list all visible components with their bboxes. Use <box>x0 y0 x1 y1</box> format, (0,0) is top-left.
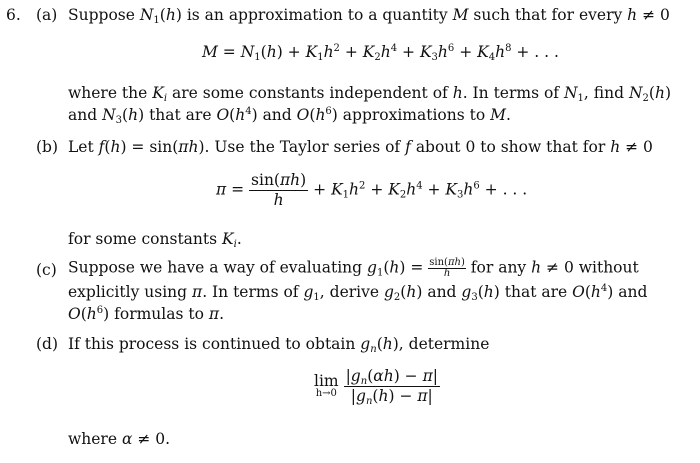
part-d-equation <box>314 367 440 408</box>
part-c-label: (c) <box>36 261 57 279</box>
part-d-fraction: $\frac{|g_n(\alpha h) - \pi|}{|g_n(h) - \pi|}$ <box>345 367 439 408</box>
problem-number: 6. <box>6 6 21 24</box>
part-a-line3: and $N_3(h)$ that are $O(h^4)$ and $O(h^6)$ approximations to M. <box>68 106 511 126</box>
part-c-line2: explicitly using π. In terms of $g_1$, derive $g_2(h)$ and $g_3(h)$ that are $O(h^4)$ and <box>68 283 648 303</box>
part-b-line2: for some constants $K_i$. <box>68 230 242 250</box>
part-b-label: (b) <box>36 138 59 156</box>
part-a-equation: $M = N_1(h) + K_1h^2 + K_2h^4 + K_3h^6 + K_4h^8$ + . . . <box>202 43 559 63</box>
part-b-equation: π = $\frac{\sin(\pi h)}{h}$ + $K_1h^2 + K_2h^4 + K_3h^6$ + . . . <box>216 171 528 210</box>
part-c-line1: Suppose we have a way of evaluating $g_1(h)$ = $\frac{\sin(\pi h)}{h}$ for any h ≠ 0 without <box>68 257 639 279</box>
part-b-fraction: $\frac{\sin(\pi h)}{h}$ <box>251 171 307 210</box>
part-d-line2: where α ≠ 0. <box>68 430 171 448</box>
part-c-line3: $O(h^6)$ formulas to π. <box>68 305 224 323</box>
part-a-line2: where the $K_i$ are some constants independent of h. In terms of $N_1$, find $N_2(h)$ <box>68 84 672 104</box>
part-a-label: (a) <box>36 6 58 24</box>
part-a-line1: Suppose $N_1(h)$ is an approximation to a quantity M such that for every h ≠ 0 <box>68 6 670 26</box>
part-d-label: (d) <box>36 335 59 353</box>
part-c-small-fraction: $\frac{\sin(\pi h)}{h}$ <box>429 257 465 279</box>
limit-operator: lim h→0 <box>314 371 339 400</box>
part-d-line1: If this process is continued to obtain $g_n(h)$, determine <box>68 335 490 355</box>
part-b-line1: Let f(h) = sin(πh). Use the Taylor series of f about 0 to show that for h ≠ 0 <box>68 138 653 156</box>
